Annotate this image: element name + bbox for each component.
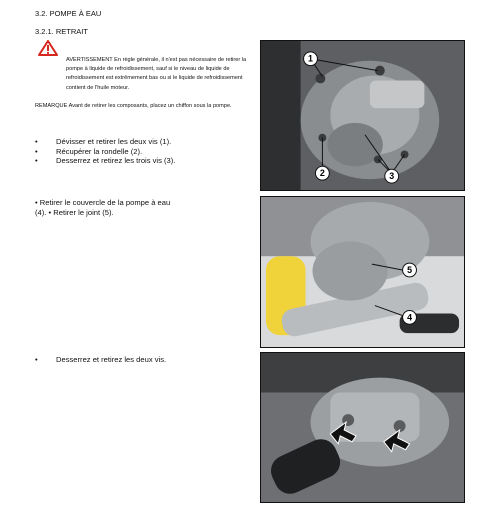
step-text: Dévisser et retirer les deux vis (1). <box>56 137 172 146</box>
list-item <box>35 137 175 147</box>
subsection-title: 3.2.1. RETRAIT <box>35 27 88 36</box>
cover-removal-paragraph: • Retirer le couvercle de la pompe à eau (4). • Retirer le joint (5). <box>35 198 171 217</box>
warning-triangle-icon <box>38 40 58 56</box>
bullet: • <box>35 137 38 146</box>
step-text: Desserrez et retirez les trois vis (3). <box>56 156 176 166</box>
bullet: • <box>35 146 38 156</box>
step-text: Desserrez et retirez les deux vis. <box>56 355 167 364</box>
callout-5: 5 <box>407 265 413 275</box>
step-text: Récupérer la rondelle (2). <box>56 146 143 156</box>
callout-1: 1 <box>308 53 313 64</box>
photo-water-pump-screws <box>260 40 465 191</box>
callout-4: 4 <box>407 312 413 323</box>
warning-text: AVERTISSEMENT En règle générale, il n'est pas nécessaire de retirer la pompe à liquide de refroidissement, sauf si le niveau de liquide de refroidissement est extrêmement bas ou si le liquide de refroidissement contient de l'huile moteur. <box>66 57 247 91</box>
list-item <box>35 147 175 157</box>
section-title: 3.2. POMPE À EAU <box>35 9 102 18</box>
list-item <box>35 355 166 364</box>
photo-two-screws-arrows <box>260 352 465 503</box>
callout-2: 2 <box>319 168 325 179</box>
list-item <box>35 156 175 166</box>
step-list <box>35 137 175 166</box>
callout-3: 3 <box>389 171 395 182</box>
remarque-note: REMARQUE Avant de retirer les composants, placez un chiffon sous la pompe. <box>35 103 232 109</box>
bullet: • <box>35 156 38 166</box>
photo-pump-cover-removed <box>260 196 465 348</box>
bullet: • <box>35 355 38 364</box>
